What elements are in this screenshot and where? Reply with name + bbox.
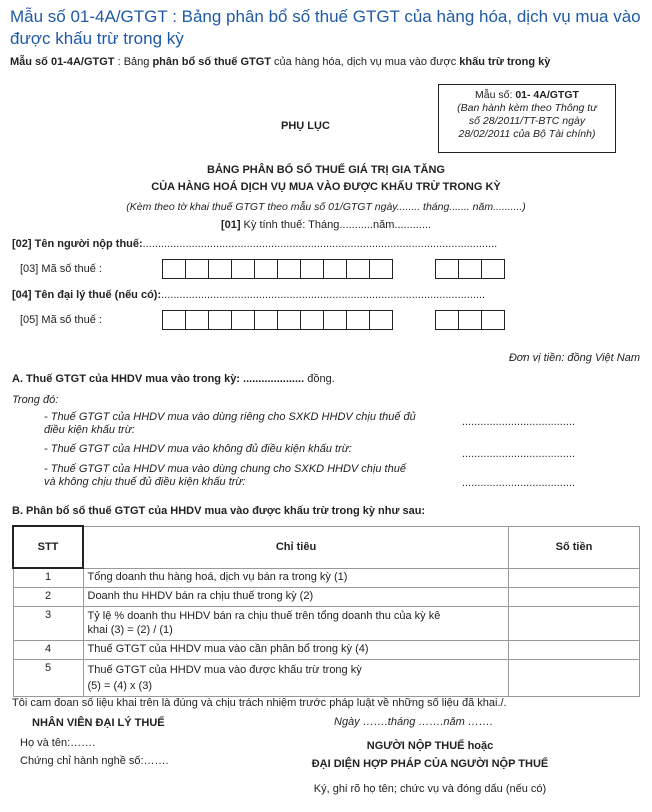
table-title-line2: CỦA HÀNG HOÁ DỊCH VỤ MUA VÀO ĐƯỢC KHẤU TRỪ TRONG KỲ — [151, 181, 501, 193]
taxpayer-name-field[interactable]: [02] Tên người nộp thuế:.................................................................................................................... — [12, 238, 498, 250]
tax-code-suffix-boxes-2[interactable] — [435, 310, 504, 330]
row-amount-cell[interactable] — [509, 640, 640, 659]
row-stt: 4 — [13, 640, 83, 659]
table-row — [13, 606, 640, 640]
taxpayer-sign-title: NGƯỜI NỘP THUẾ hoặc — [366, 740, 494, 752]
agent-name-field[interactable]: [04] Tên đại lý thuế (nếu có):.......................................................................................................... — [12, 289, 486, 301]
tax-period: [01] Kỳ tính thuế: Tháng...........năm............ — [220, 219, 432, 231]
row-amount-cell[interactable] — [509, 659, 640, 696]
header-stt: STT — [13, 526, 83, 568]
table-row — [13, 587, 640, 606]
table-header-row — [13, 526, 640, 568]
section-a-title: A. Thuế GTGT của HHDV mua vào trong kỳ: .................... đồng. — [12, 373, 335, 385]
row-text: Tỷ lệ % doanh thu HHDV bán ra chịu thuế trên tổng doanh thu của kỳ kê khai (3) = (2) / (1) — [83, 606, 509, 640]
table-row — [13, 568, 640, 587]
tax-code-suffix-boxes-1[interactable] — [435, 259, 504, 279]
section-a-item-3: - Thuế GTGT của HHDV mua vào dùng chung cho SXKD HHDV chịu thuế và không chịu thuế đủ điều kiện khấu trừ: — [44, 463, 406, 488]
section-a-item-1-dots[interactable]: ..................................... — [462, 416, 576, 428]
row-stt: 5 — [13, 659, 83, 696]
row-text: Doanh thu HHDV bán ra chịu thuế trong kỳ (2) — [83, 587, 509, 606]
tax-code-label-1: [03] Mã số thuế : — [20, 263, 102, 275]
section-a-item-2-dots[interactable]: ..................................... — [462, 448, 576, 460]
section-a-item-1: - Thuế GTGT của HHDV mua vào dùng riêng cho SXKD HHDV chịu thuế đủ điều kiện khấu trừ: — [44, 411, 416, 436]
sign-note: Ký, ghi rõ họ tên; chức vụ và đóng dấu (nếu có) — [313, 783, 547, 795]
table-row — [13, 659, 640, 696]
trong-do: Trong đó: — [12, 394, 59, 406]
tax-code-label-2: [05] Mã số thuế : — [20, 314, 102, 326]
currency-unit: Đơn vị tiền: đồng Việt Nam — [508, 352, 640, 364]
row-amount-cell[interactable] — [509, 606, 640, 640]
row-text: Tổng doanh thu hàng hoá, dịch vụ bán ra trong kỳ (1) — [83, 568, 509, 587]
allocation-table — [12, 525, 640, 697]
agent-staff-title: NHÂN VIÊN ĐẠI LÝ THUẾ — [32, 717, 165, 729]
row-amount-cell[interactable] — [509, 568, 640, 587]
tax-code-boxes-2[interactable] — [162, 310, 392, 330]
header-chi-tieu: Chỉ tiêu — [83, 526, 509, 568]
row-text: Thuế GTGT của HHDV mua vào cần phân bổ trong kỳ (4) — [83, 640, 509, 659]
row-stt: 3 — [13, 606, 83, 640]
representative-sign-title: ĐẠI DIỆN HỢP PHÁP CỦA NGƯỜI NỘP THUẾ — [311, 758, 549, 770]
page-subtitle: Mẫu số 01-4A/GTGT : Bảng phân bổ số thuế GTGT của hàng hóa, dịch vụ mua vào được khấu trừ trong kỳ — [10, 56, 551, 68]
section-b-title: B. Phân bổ số thuế GTGT của HHDV mua vào được khấu trừ trong kỳ như sau: — [12, 505, 426, 517]
row-stt: 1 — [13, 568, 83, 587]
row-amount-cell[interactable] — [509, 587, 640, 606]
row-text: Thuế GTGT của HHDV mua vào được khấu trừ trong kỳ (5) = (4) x (3) — [83, 659, 509, 696]
agent-cert-label: Chứng chỉ hành nghề số:……. — [20, 755, 169, 767]
title-note: (Kèm theo tờ khai thuế GTGT theo mẫu số 01/GTGT ngày........ tháng....... năm..........) — [126, 201, 526, 213]
table-row — [13, 640, 640, 659]
header-so-tien: Số tiền — [509, 526, 640, 568]
declaration: Tôi cam đoan số liệu khai trên là đúng và chịu trách nhiệm trước pháp luật về những số liệu đã khai./. — [12, 697, 507, 709]
page-heading: Mẫu số 01-4A/GTGT : Bảng phân bổ số thuế GTGT của hàng hóa, dịch vụ mua vào được khấu trừ trong kỳ — [10, 7, 641, 48]
tax-code-boxes-1[interactable] — [162, 259, 392, 279]
sign-date: Ngày …….tháng …….năm ……. — [334, 716, 493, 728]
section-a-item-3-dots[interactable]: ..................................... — [462, 477, 576, 489]
section-a-item-2: - Thuế GTGT của HHDV mua vào không đủ điều kiện khấu trừ: — [44, 443, 352, 455]
row-stt: 2 — [13, 587, 83, 606]
table-title-line1: BẢNG PHÂN BỔ SỐ THUẾ GIÁ TRỊ GIA TĂNG — [207, 164, 445, 176]
form-number-box: Mẫu số: 01- 4A/GTGT (Ban hành kèm theo Thông tư số 28/2011/TT-BTC ngày 28/02/2011 của Bộ Tài chính) — [438, 84, 616, 153]
appendix-label: PHỤ LỤC — [281, 120, 330, 132]
agent-name-label: Họ và tên:……. — [20, 737, 96, 749]
